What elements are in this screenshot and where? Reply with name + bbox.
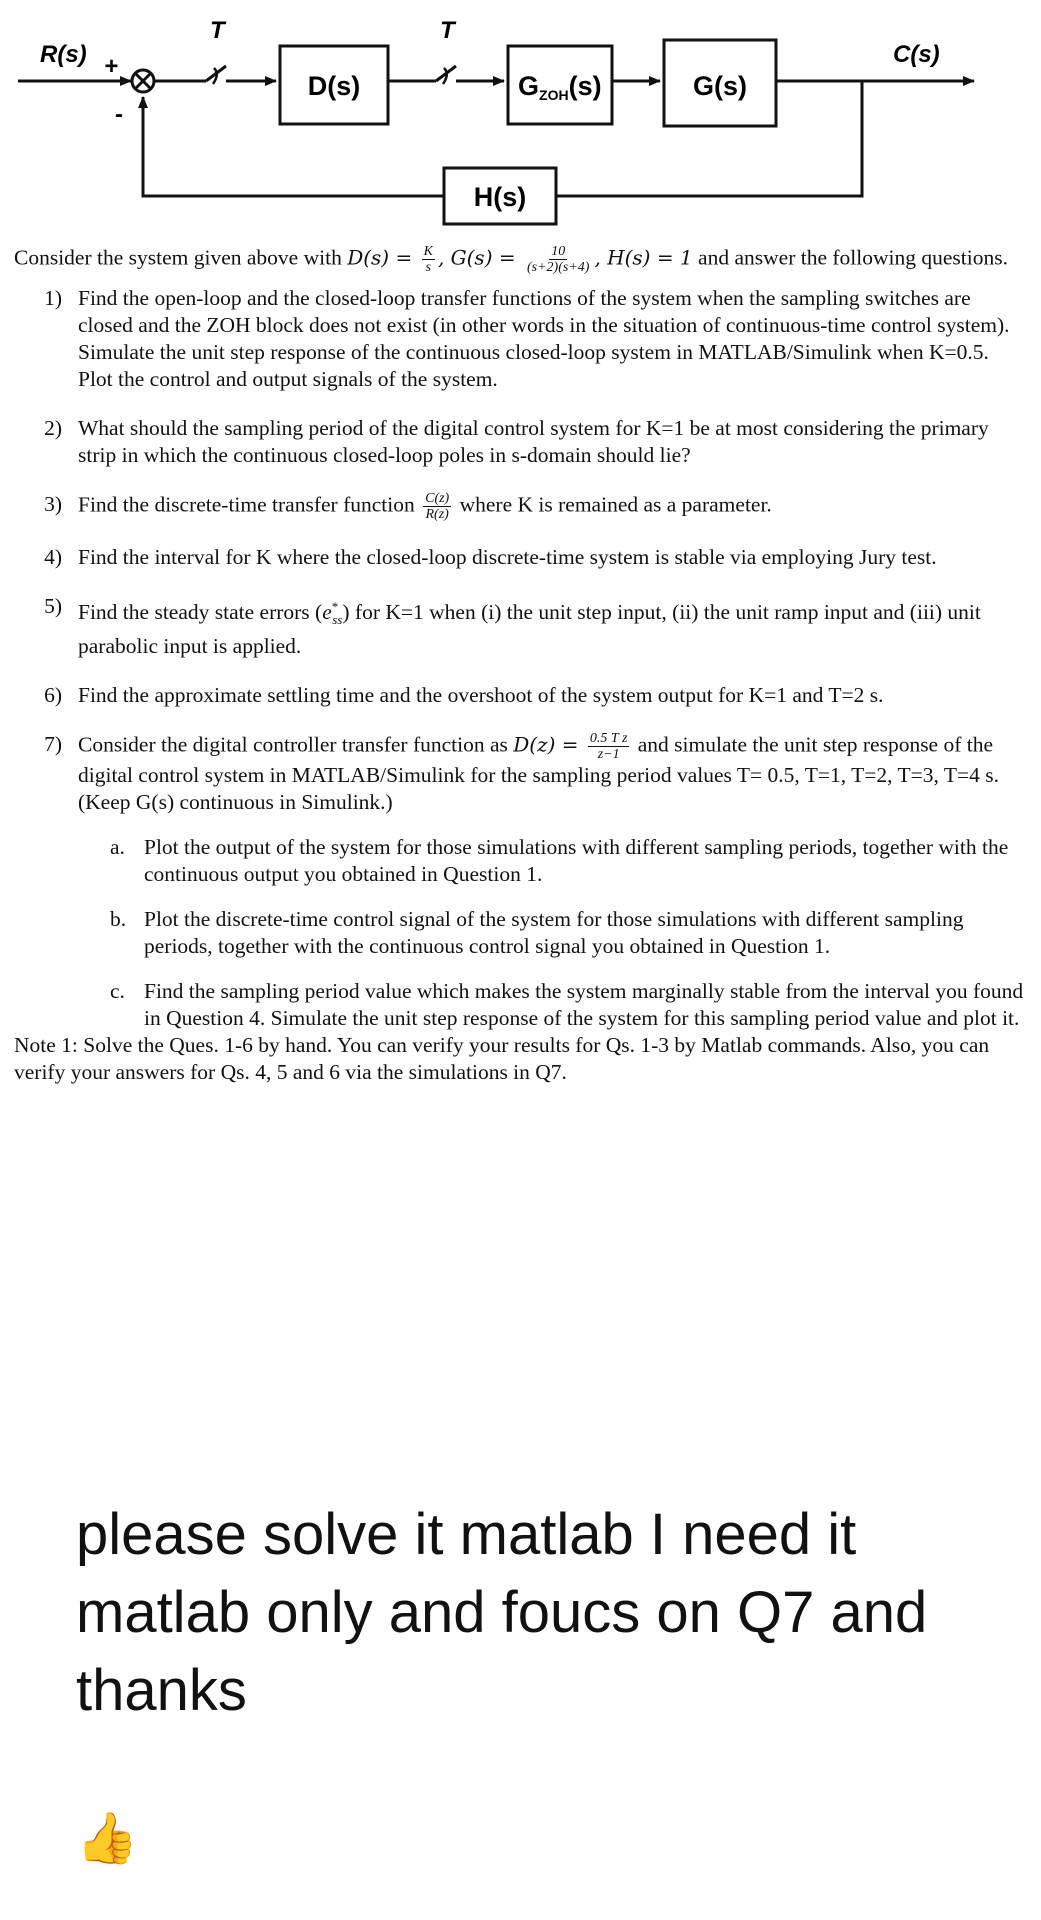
question-1: 1) Find the open-loop and the closed-loop transfer functions of the system when the sampling switches are closed and the ZOH block does not exist (in other words in the situation of continuous-time control system). Simulate the unit step response of the continuous closed-loop system in MATLAB/Simulink when K=0.5. Plot the control and output signals of the system. xyxy=(44,286,1010,391)
feedback-return-line xyxy=(143,97,444,196)
intro-paragraph: Consider the system given above with D(s) = $\frac{K}{s}$ , G(s) = $\frac{10}{(s+2)(s+4)}$ , H(s) = 1 and answer the following questions. xyxy=(14,244,1008,275)
zoh-block-label: GZOH(s) xyxy=(518,71,602,103)
thumbs-up-icon: 👍 xyxy=(76,1810,139,1866)
question-7c: c. Find the sampling period value which makes the system marginally stable from the interval you found in Question 4. Simulate the unit step response of the system for this sampling period value and plot it. xyxy=(110,979,1024,1031)
question-7b: b. Plot the discrete-time control signal of the system for those simulations with different sampling periods, together with the continuous control signal you obtained in Question 1. xyxy=(110,907,964,959)
input-label: R(s) xyxy=(40,41,87,68)
user-request-text: please solve it matlab I need it matlab only and foucs on Q7 and thanks xyxy=(76,1502,928,1723)
sampler-switch-2 xyxy=(436,17,457,84)
question-2: 2) What should the sampling period of the digital control system for K=1 be at most considering the primary strip in which the continuous closed-loop poles in s-domain should lie? xyxy=(44,416,989,467)
question-3: 3) Find the discrete-time transfer function $\frac{C(z)}{R(z)}$ where K is remained as a parameter. xyxy=(44,491,772,522)
summing-junction xyxy=(132,70,154,92)
output-label: C(s) xyxy=(893,41,940,68)
sampler-2-label: T xyxy=(440,17,455,44)
sampler-1-label: T xyxy=(210,17,225,44)
question-4: 4) Find the interval for K where the closed-loop discrete-time system is stable via employing Jury test. xyxy=(44,545,937,569)
minus-sign: - xyxy=(115,101,123,128)
note-paragraph: Note 1: Solve the Ques. 1-6 by hand. You can verify your results for Qs. 1-3 by Matlab commands. Also, you can verify your answers for Qs. 4, 5 and 6 via the simulations in Q7. xyxy=(14,1033,990,1085)
feedback-block-label: H(s) xyxy=(473,182,527,212)
question-7: 7) Consider the digital controller transfer function as D(z) = $\frac{\text{0.5 T z}}{z-1}$ and simulate the unit step response of the digital control system in MATLAB/Simulink for the sampling period values T= 0.5, T=1, T=2, T=3, T=4 s. (Keep G(s) continuous in Simulink.) xyxy=(44,731,999,815)
question-7a: a. Plot the output of the system for those simulations with different sampling periods, together with the continuous output you obtained in Question 1. xyxy=(110,835,1009,887)
plus-sign: + xyxy=(104,53,119,80)
plant-block-label: G(s) xyxy=(693,71,747,101)
block-diagram xyxy=(0,0,1041,235)
controller-block-label: D(s) xyxy=(307,71,361,101)
question-6: 6) Find the approximate settling time and the overshoot of the system output for K=1 and T=2 s. xyxy=(44,683,884,708)
problem-statement xyxy=(14,244,1026,1086)
sampler-switch-1 xyxy=(206,17,227,84)
question-5: 5) Find the steady state errors $(e^*_{ss})$ for K=1 when (i) the unit step input, (ii) the unit ramp input and (iii) unit parabolic input is applied. xyxy=(44,594,981,659)
